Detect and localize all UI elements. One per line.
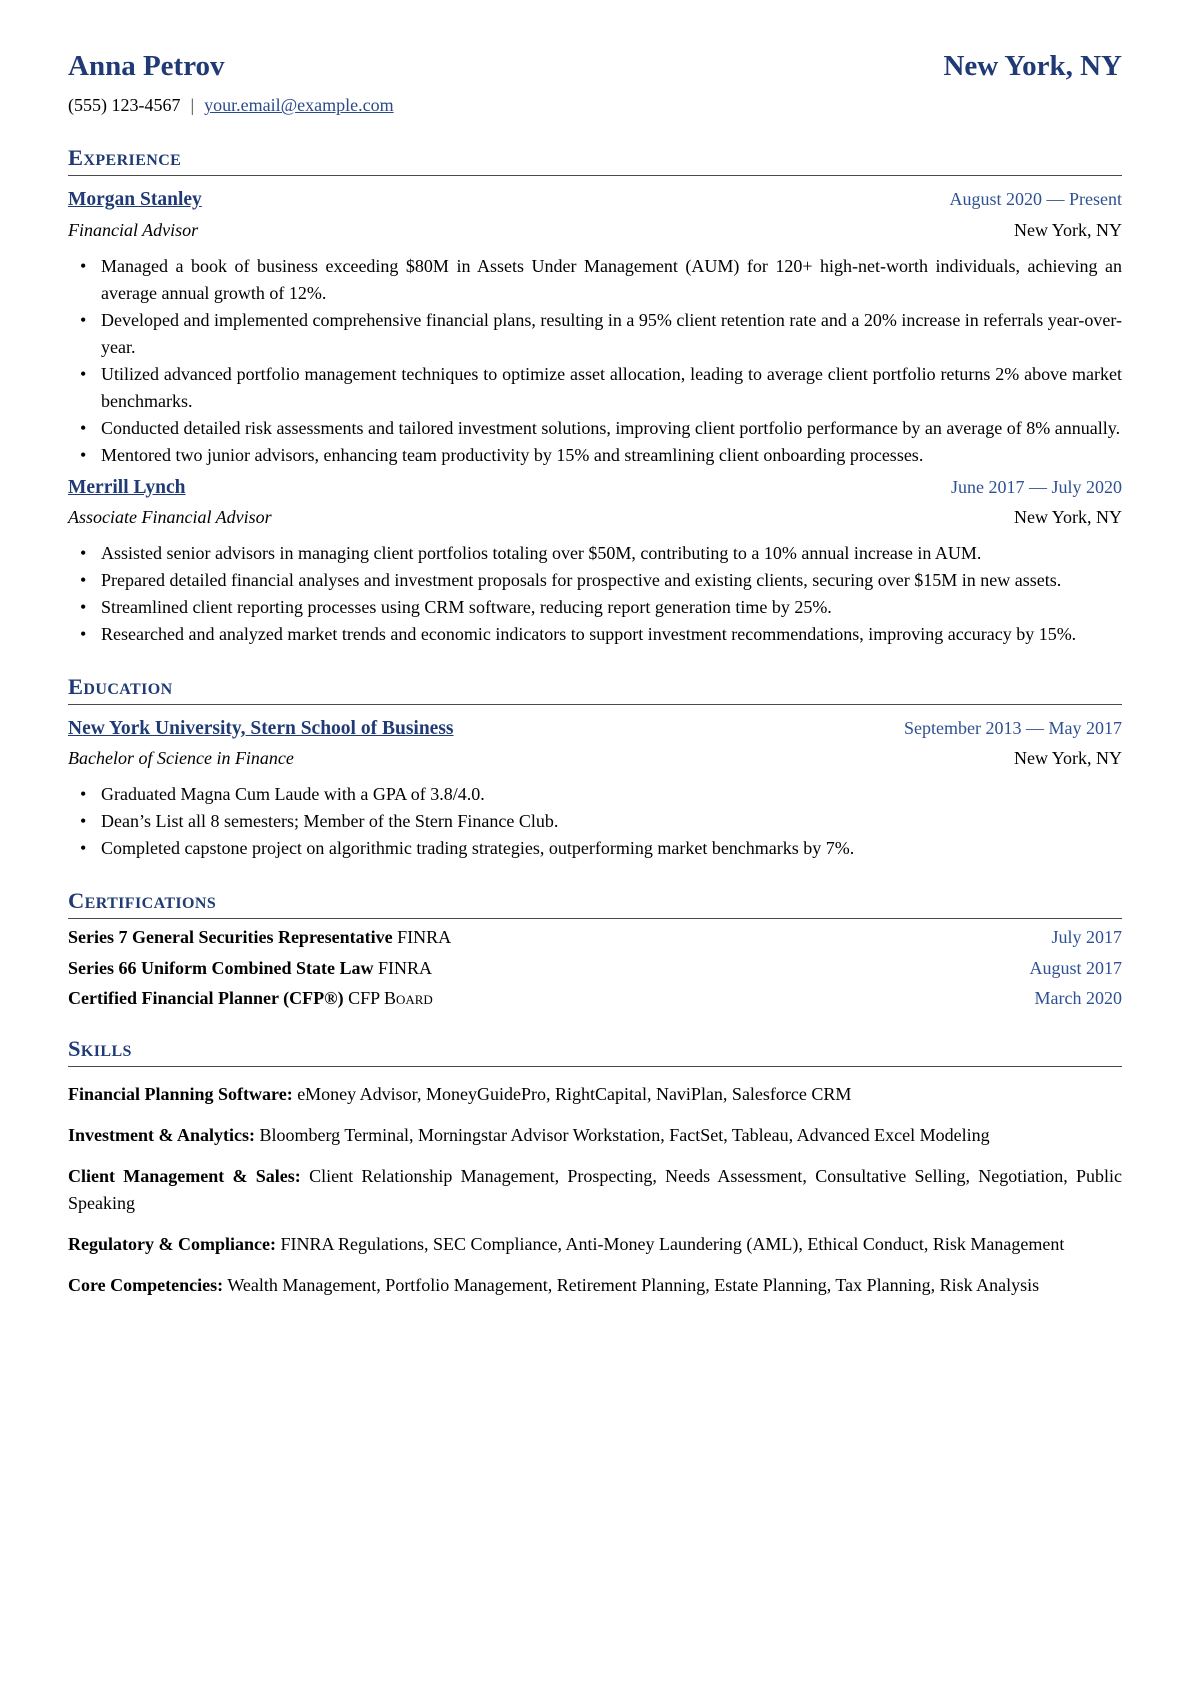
bullet-item: • Researched and analyzed market trends and economic indicators to support investment recommendations, improving accuracy by 15%. [68,621,1122,648]
certifications-section-title: Certifications [68,887,1122,919]
skill-items: Wealth Management, Portfolio Management, Retirement Planning, Estate Planning, Tax Planning, Risk Analysis [227,1275,1040,1296]
entry-subheader [68,504,1122,531]
entry-header [68,473,1122,502]
certification-date: March 2020 [1034,988,1122,1009]
contact-separator: | [190,95,195,116]
education-section-title: Education [68,673,1122,705]
bullet-item: • Streamlined client reporting processes using CRM software, reducing report generation time by 25%. [68,594,1122,621]
certification-row [68,956,1122,980]
bullet-item: • Mentored two junior advisors, enhancing team productivity by 15% and streamlining client onboarding processes. [68,442,1122,469]
bullet-item: • Completed capstone project on algorithmic trading strategies, outperforming market benchmarks by 7%. [68,835,1122,862]
entry-dates: August 2020 — Present [949,189,1122,210]
education-entry [68,714,1122,862]
skill-label: Client Management & Sales: [68,1166,301,1187]
certification-issuer: FINRA [377,957,432,978]
skill-items: eMoney Advisor, MoneyGuidePro, RightCapital, NaviPlan, Salesforce CRM [297,1084,852,1105]
certification-name: Certified Financial Planner (CFP®) [68,988,344,1009]
bullet-item: • Dean’s List all 8 semesters; Member of the Stern Finance Club. [68,808,1122,835]
skill-label: Regulatory & Compliance: [68,1234,276,1255]
entry-subheader [68,745,1122,772]
skill-group [68,1163,1122,1217]
entry-subheader [68,217,1122,244]
certification-title [68,925,451,949]
experience-entry [68,473,1122,648]
entry-header [68,185,1122,214]
person-name: Anna Petrov [68,50,225,82]
job-location: New York, NY [1013,506,1122,527]
certification-issuer: FINRA [397,927,452,948]
experience-section-title: Experience [68,144,1122,176]
skill-label: Financial Planning Software: [68,1084,293,1105]
certification-name: Series 7 General Securities Representative [68,927,393,948]
company-link[interactable]: Morgan Stanley [68,189,202,211]
school-location: New York, NY [1013,748,1122,769]
entry-dates: September 2013 — May 2017 [904,718,1122,739]
job-title: Associate Financial Advisor [68,506,272,527]
skill-items: FINRA Regulations, SEC Compliance, Anti-Money Laundering (AML), Ethical Conduct, Risk Management [280,1234,1065,1255]
header [68,50,1122,83]
contact-line [68,92,1122,119]
skills-section-title: Skills [68,1035,1122,1067]
bullet-item: • Developed and implemented comprehensive financial plans, resulting in a 95% client retention rate and a 20% increase in referrals year-over-year. [68,307,1122,361]
skill-group [68,1231,1122,1258]
bullet-list [68,540,1122,648]
school-link[interactable]: New York University, Stern School of Business [68,718,454,740]
experience-entry [68,185,1122,468]
bullet-item: • Managed a book of business exceeding $80M in Assets Under Management (AUM) for 120+ high-net-worth individuals, achieving an average annual growth of 12%. [68,253,1122,307]
job-title: Financial Advisor [68,219,199,240]
section-skills [68,1035,1122,1299]
bullet-list [68,253,1122,469]
section-experience [68,144,1122,648]
bullet-item: • Utilized advanced portfolio management techniques to optimize asset allocation, leading to average client portfolio returns 2% above market benchmarks. [68,361,1122,415]
skill-group [68,1272,1122,1299]
degree-title: Bachelor of Science in Finance [68,748,294,769]
phone-number: (555) 123-4567 [68,95,181,116]
certification-title [68,956,432,980]
bullet-item: • Conducted detailed risk assessments and tailored investment solutions, improving client portfolio performance by an average of 8% annually. [68,415,1122,442]
skill-label: Core Competencies: [68,1275,224,1296]
bullet-item: • Graduated Magna Cum Laude with a GPA of 3.8/4.0. [68,781,1122,808]
certification-title [68,986,433,1010]
job-location: New York, NY [1013,219,1122,240]
section-education [68,673,1122,862]
entry-header [68,714,1122,743]
company-link[interactable]: Merrill Lynch [68,476,186,498]
bullet-list [68,781,1122,862]
skill-group [68,1081,1122,1108]
certification-row [68,925,1122,949]
certification-date: July 2017 [1051,927,1122,948]
email-link[interactable]: your.email@example.com [204,95,394,116]
skill-group [68,1122,1122,1149]
bullet-item: • Assisted senior advisors in managing client portfolios totaling over $50M, contributing to a 10% annual increase in AUM. [68,540,1122,567]
skill-items: Bloomberg Terminal, Morningstar Advisor Workstation, FactSet, Tableau, Advanced Excel Modeling [259,1125,990,1146]
section-certifications [68,887,1122,1010]
entry-dates: June 2017 — July 2020 [951,476,1122,497]
bullet-item: • Prepared detailed financial analyses and investment proposals for prospective and existing clients, securing over $15M in new assets. [68,567,1122,594]
certification-name: Series 66 Uniform Combined State Law [68,957,374,978]
certification-date: August 2017 [1029,957,1122,978]
skill-label: Investment & Analytics: [68,1125,255,1146]
skill-items: Client Relationship Management, Prospecting, Needs Assessment, Consultative Selling, Negotiation, Public Speaking [68,1166,1123,1214]
certification-issuer: CFP Board [348,988,433,1009]
header-location: New York, NY [943,50,1122,82]
certification-row [68,986,1122,1010]
